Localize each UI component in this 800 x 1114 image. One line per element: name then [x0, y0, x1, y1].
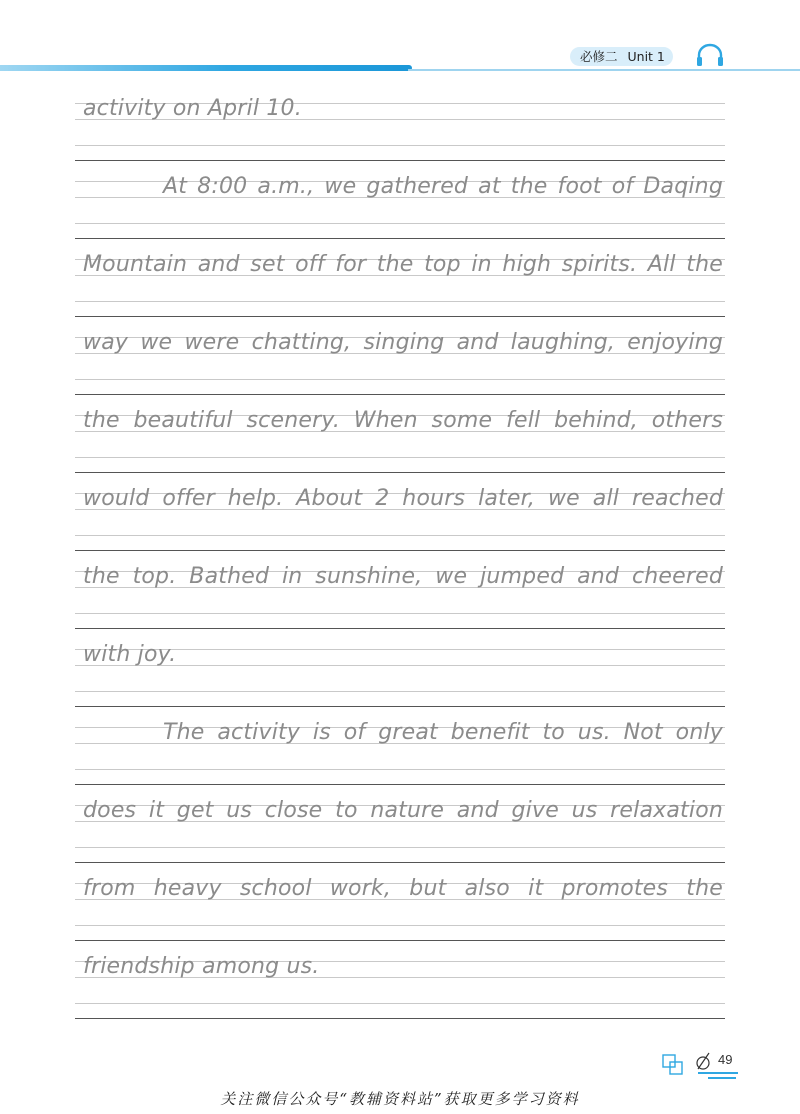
guide-line — [75, 145, 725, 146]
handwriting-line: friendship among us. — [83, 954, 320, 979]
base-line — [75, 628, 725, 629]
base-line — [75, 238, 725, 239]
guide-line — [75, 847, 725, 848]
guide-line — [75, 613, 725, 614]
handwriting-line: from heavy school work, but also it promotes the — [83, 876, 723, 901]
base-line — [75, 784, 725, 785]
page-number-rule — [698, 1072, 738, 1074]
handwriting-line: the beautiful scenery. When some fell behind, others — [83, 408, 723, 433]
handwriting-line: The activity is of great benefit to us. Not only — [163, 720, 723, 745]
guide-line — [75, 301, 725, 302]
header-bar — [0, 64, 800, 73]
squares-icon — [660, 1052, 686, 1078]
base-line — [75, 472, 725, 473]
base-line — [75, 316, 725, 317]
handwriting-line: the top. Bathed in sunshine, we jumped and cheered — [83, 564, 723, 589]
base-line — [75, 862, 725, 863]
page-number: 49 — [718, 1052, 733, 1067]
footer-note: 关注微信公众号“教辅资料站”获取更多学习资料 — [220, 1090, 580, 1108]
handwriting-line: would offer help. About 2 hours later, we all reached — [83, 486, 723, 511]
guide-line — [75, 769, 725, 770]
guide-line — [75, 691, 725, 692]
base-line — [75, 706, 725, 707]
base-line — [75, 160, 725, 161]
base-line — [75, 940, 725, 941]
base-line — [75, 394, 725, 395]
handwriting-line: does it get us close to nature and give us relaxation — [83, 798, 723, 823]
course-label: 必修二 — [580, 49, 618, 64]
headphones-icon — [695, 43, 725, 67]
header-rule — [408, 69, 800, 71]
guide-line — [75, 1003, 725, 1004]
header-accent-stripe — [0, 65, 412, 71]
unit-label: Unit 1 — [627, 49, 665, 64]
unit-badge — [570, 47, 673, 66]
guide-line — [75, 535, 725, 536]
handwriting-line: At 8:00 a.m., we gathered at the foot of Daqing — [163, 174, 723, 199]
guide-line — [75, 379, 725, 380]
handwriting-line: with joy. — [83, 642, 177, 667]
handwriting-line: activity on April 10. — [83, 96, 302, 121]
pencil-icon — [694, 1050, 712, 1072]
handwriting-line: Mountain and set off for the top in high spirits. All the — [83, 252, 723, 277]
handwriting-line: way we were chatting, singing and laughing, enjoying — [83, 330, 723, 355]
guide-line — [75, 925, 725, 926]
base-line — [75, 1018, 725, 1019]
base-line — [75, 550, 725, 551]
handwriting-sheet — [75, 90, 725, 1030]
guide-line — [75, 223, 725, 224]
page-number-rule — [708, 1077, 736, 1079]
guide-line — [75, 457, 725, 458]
